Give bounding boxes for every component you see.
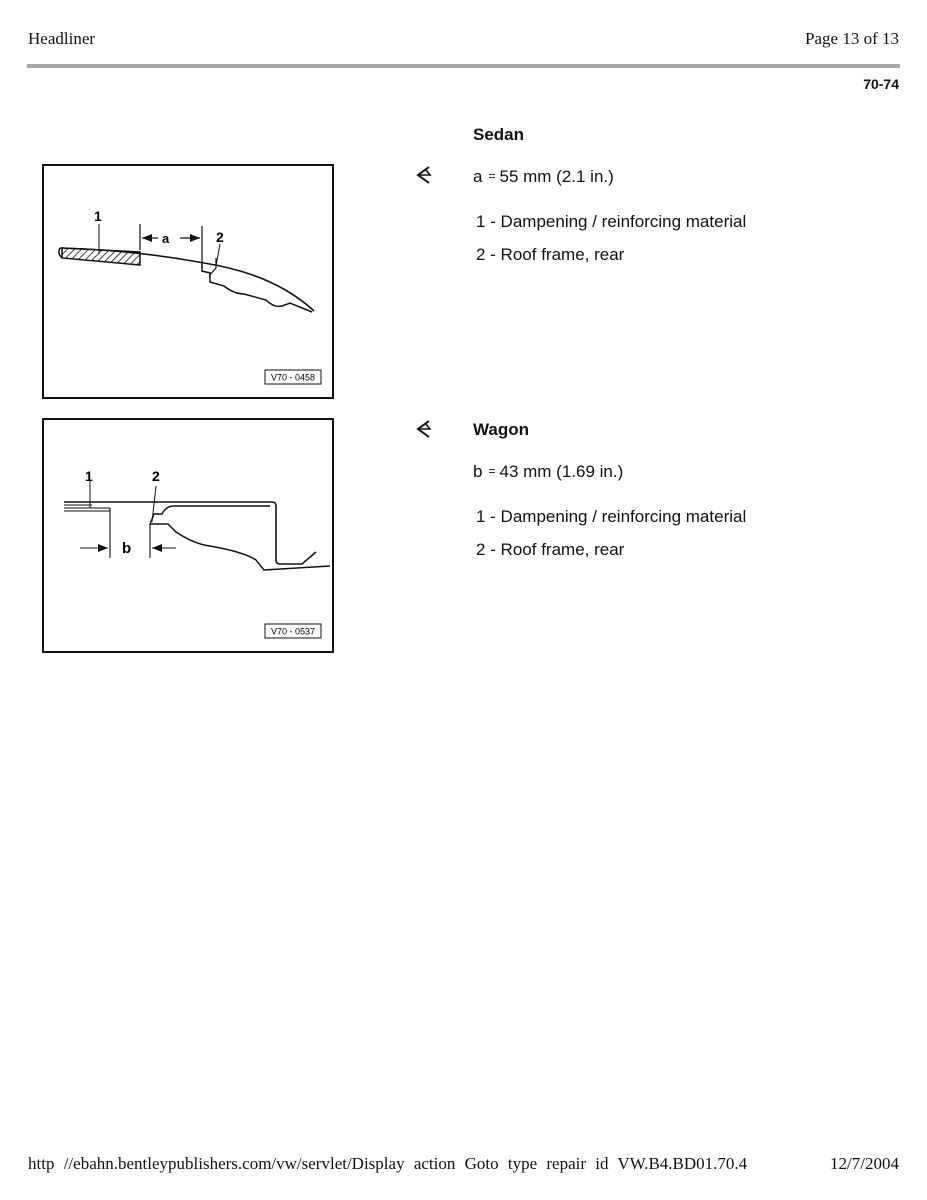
wagon-item-2: 2 - Roof frame, rear: [476, 540, 625, 559]
wagon-dim-sign: =: [488, 464, 496, 478]
wagon-figure: [42, 418, 334, 653]
wagon-dimension: [473, 462, 623, 482]
sedan-dim-label: a: [473, 167, 483, 186]
sedan-dim-value: 55 mm (2.1 in.): [499, 167, 614, 186]
sedan-figure-code: V70 - 0458: [270, 372, 316, 383]
sedan-item-1: 1 - Dampening / reinforcing material: [476, 212, 747, 231]
wagon-callout-2: 2: [152, 468, 160, 484]
wagon-callout-1: 1: [85, 468, 93, 484]
wagon-heading: Wagon: [473, 420, 530, 439]
pointer-arrow-icon: [416, 420, 432, 438]
sedan-heading: Sedan: [473, 125, 525, 144]
sedan-dimension: [473, 167, 614, 187]
wagon-item-1: 1 - Dampening / reinforcing material: [476, 507, 747, 526]
pointer-arrow-icon: [416, 166, 432, 184]
footer-date: 12/7/2004: [830, 1154, 899, 1173]
wagon-figure-code: V70 - 0537: [270, 626, 316, 637]
sedan-figure: [42, 164, 334, 399]
wagon-dim-label: b: [473, 462, 483, 481]
footer-url: http //ebahn.bentleypublishers.com/vw/servlet/Display action Goto type repair id VW.B4.BD01.70.4: [28, 1154, 748, 1173]
sedan-callout-2: 2: [216, 229, 224, 245]
wagon-dim-value: 43 mm (1.69 in.): [499, 462, 624, 481]
sedan-callout-1: 1: [94, 208, 102, 224]
sedan-item-2: 2 - Roof frame, rear: [476, 245, 625, 264]
section-number: 70-74: [863, 76, 899, 92]
page-indicator: Page 13 of 13: [805, 29, 899, 48]
document-title: Headliner: [28, 29, 96, 48]
wagon-dim-letter: b: [122, 540, 132, 557]
sedan-dim-letter: a: [162, 231, 170, 246]
sedan-dim-sign: =: [488, 169, 496, 183]
header-divider: [27, 64, 900, 68]
